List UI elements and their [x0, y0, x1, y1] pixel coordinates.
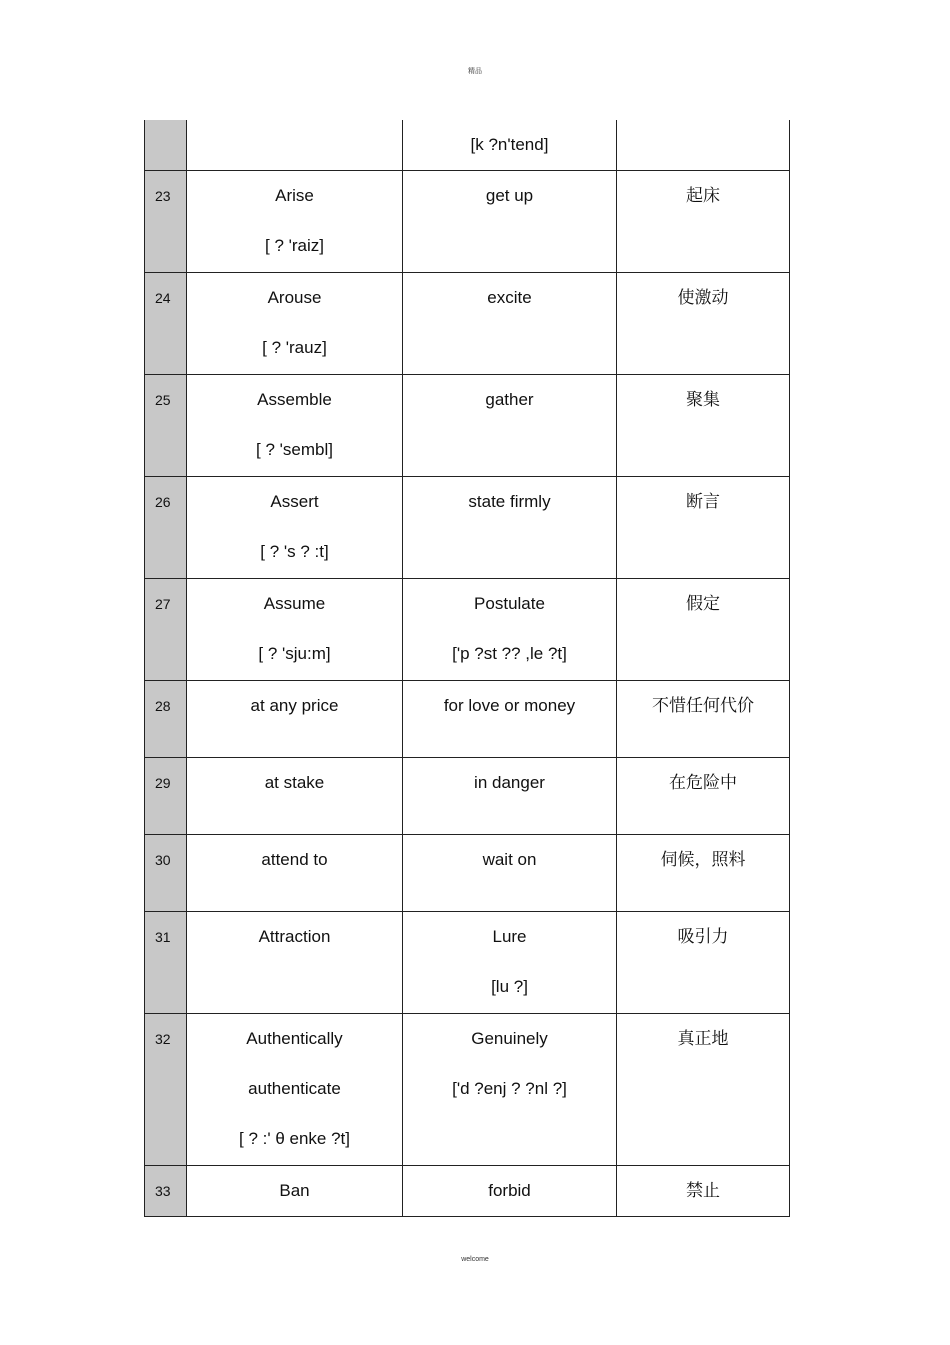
table-row — [145, 579, 790, 681]
word-cell — [187, 579, 403, 681]
chinese-cell — [617, 477, 790, 579]
table-row — [145, 120, 790, 171]
synonym-phonetic-line: ['p ?st ?? ,le ?t] — [452, 644, 567, 663]
word-cell — [187, 835, 403, 912]
synonym-line: excite — [487, 288, 532, 307]
page-footer: welcome — [461, 1256, 489, 1263]
word-line: Assume — [263, 594, 326, 613]
word-line: Ban — [279, 1181, 310, 1200]
word-line: Arouse — [267, 288, 322, 307]
table-row — [145, 171, 790, 273]
row-number: 26 — [145, 477, 187, 579]
synonym-cell — [403, 120, 617, 171]
chinese-cell — [617, 375, 790, 477]
synonym-line: Lure — [492, 927, 527, 946]
synonym-line: wait on — [482, 850, 537, 869]
synonym-cell — [403, 1014, 617, 1166]
synonym-phonetic-line: ['d ?enj ? ?nl ?] — [452, 1079, 567, 1098]
table-row — [145, 758, 790, 835]
chinese-cell — [617, 579, 790, 681]
phonetic-line: [ ? 'raiz] — [265, 236, 324, 255]
table-row — [145, 375, 790, 477]
word-cell — [187, 120, 403, 171]
synonym-line: Genuinely — [471, 1029, 548, 1048]
synonym-phonetic-line: [lu ?] — [491, 977, 528, 996]
word-cell — [187, 375, 403, 477]
phonetic-line: [ ? 'sembl] — [256, 440, 333, 459]
table-row — [145, 1166, 790, 1217]
word-line: at stake — [264, 773, 325, 792]
word-line: Assemble — [257, 390, 332, 409]
row-number: 33 — [145, 1166, 187, 1217]
word-cell — [187, 273, 403, 375]
chinese-line: 使激动 — [677, 288, 729, 308]
chinese-cell — [617, 171, 790, 273]
synonym-line: get up — [485, 186, 534, 205]
row-number: 32 — [145, 1014, 187, 1166]
chinese-line: 在危险中 — [669, 773, 737, 793]
chinese-cell — [617, 912, 790, 1014]
synonym-cell — [403, 835, 617, 912]
phonetic-line: [ ? :' θ enke ?t] — [239, 1129, 350, 1148]
chinese-cell — [617, 758, 790, 835]
chinese-cell — [617, 273, 790, 375]
table-row — [145, 912, 790, 1014]
table-row — [145, 273, 790, 375]
row-number: 27 — [145, 579, 187, 681]
word-line: Authentically — [246, 1029, 343, 1048]
synonym-line: for love or money — [443, 696, 576, 715]
chinese-cell — [617, 681, 790, 758]
synonym-line: forbid — [488, 1181, 531, 1200]
chinese-line: 起床 — [686, 186, 720, 206]
vocabulary-table — [144, 120, 790, 1217]
row-number — [145, 120, 187, 171]
word-cell — [187, 681, 403, 758]
word-cell — [187, 912, 403, 1014]
synonym-line: state firmly — [468, 492, 551, 511]
synonym-line: Postulate — [474, 594, 545, 613]
chinese-line: 假定 — [686, 594, 720, 614]
word-cell — [187, 758, 403, 835]
synonym-cell — [403, 758, 617, 835]
word-cell — [187, 171, 403, 273]
page-header: 精品 — [468, 68, 482, 75]
row-number: 31 — [145, 912, 187, 1014]
word-cell — [187, 1014, 403, 1166]
row-number: 23 — [145, 171, 187, 273]
row-number: 24 — [145, 273, 187, 375]
phonetic-line: [ ? 'sju:m] — [258, 644, 331, 663]
chinese-cell — [617, 1014, 790, 1166]
chinese-line: 伺候，照料 — [660, 850, 746, 870]
synonym-line: gather — [485, 390, 534, 409]
chinese-line: 吸引力 — [677, 927, 729, 947]
word-line: at any price — [250, 696, 339, 715]
synonym-cell — [403, 171, 617, 273]
table-row — [145, 681, 790, 758]
row-number: 29 — [145, 758, 187, 835]
word-line: Arise — [275, 186, 314, 205]
chinese-line: 聚集 — [686, 390, 720, 410]
chinese-line: 不惜任何代价 — [652, 696, 754, 716]
synonym-cell — [403, 375, 617, 477]
word-line: attend to — [261, 850, 328, 869]
synonym-cell — [403, 579, 617, 681]
word-line: Assert — [270, 492, 319, 511]
table-row — [145, 835, 790, 912]
row-number: 28 — [145, 681, 187, 758]
chinese-line — [617, 120, 789, 170]
chinese-cell — [617, 1166, 790, 1217]
synonym-line: in danger — [474, 773, 545, 792]
synonym-line: [k ?n'tend] — [470, 135, 549, 154]
word-line — [187, 120, 402, 170]
chinese-line: 断言 — [686, 492, 720, 512]
synonym-cell — [403, 1166, 617, 1217]
table-row — [145, 1014, 790, 1166]
synonym-cell — [403, 273, 617, 375]
synonym-cell — [403, 477, 617, 579]
word-line: Attraction — [258, 927, 331, 946]
chinese-line: 禁止 — [686, 1181, 720, 1201]
synonym-cell — [403, 681, 617, 758]
word-cell — [187, 477, 403, 579]
phonetic-line: [ ? 'rauz] — [262, 338, 327, 357]
chinese-line: 真正地 — [677, 1029, 729, 1049]
phonetic-line: [ ? 's ? :t] — [260, 542, 329, 561]
synonym-cell — [403, 912, 617, 1014]
chinese-cell — [617, 120, 790, 171]
chinese-cell — [617, 835, 790, 912]
word-variant-line: authenticate — [248, 1079, 341, 1098]
table-row — [145, 477, 790, 579]
word-cell — [187, 1166, 403, 1217]
row-number: 30 — [145, 835, 187, 912]
row-number: 25 — [145, 375, 187, 477]
